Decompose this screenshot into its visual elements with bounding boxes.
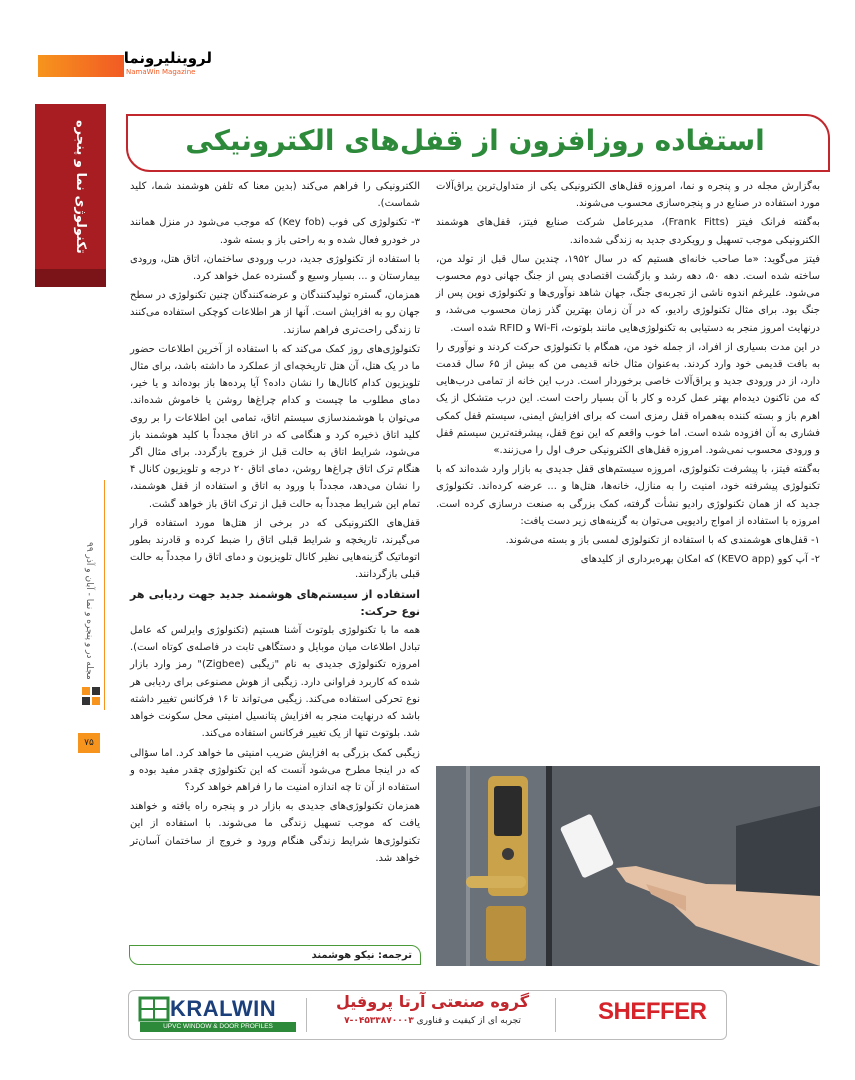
magazine-logo: [123, 49, 212, 83]
paragraph: در این مدت بسیاری از افراد، از جمله خود من، همگام با تکنولوژی حرکت کردند و نوآوری را به بافت قدیمی خود وارد کردند. به‌عنوان مثال خانه قدیمی من که بیش از ۶۵ سال قدمت دارد، از در ورودی جدید و یراق‌آلات خاصی برخوردار است. درب این خانه از تمامی درب‌هایی که من تاکنون دیده‌ام بهتر عمل کرده و کار با آن بسیار راحت است. این درب متشکل از یک اهرم باز و بسته کننده به‌همراه قفل رمزی است که برای افزایش ایمنی، سیستم قفل کمکی فشاری به آن افزوده شده است. اما خوب واقعم که این نوع قفل، پیشرفته‌ترین سیستم قفل و ورودی محسوب نمی‌شود. امروزه قفل‌های الکترونیکی حرف اول را می‌زنند.»: [436, 341, 820, 457]
paragraph: به‌گزارش مجله در و پنجره و نما، امروزه قفل‌های الکترونیکی یکی از متداول‌ترین یراق‌آلات مورد استفاده در صنایع در و پنجره‌سازی محسوب می‌شوند.: [436, 181, 820, 210]
paragraph: قفل‌های الکترونیکی که در برخی از هتل‌ها مورد استفاده قرار می‌گیرند، تاریخچه و شرایط قبلی اتاق را ضبط کرده و قادرند بطور اتوماتیک گزینه‌هایی نظیر کانال تلویزیون و دمای اتاق را مجدداً به حالت قبلی بازگردانند.: [130, 517, 420, 581]
magazine-icon: [80, 685, 102, 707]
section-title: تکنولوژی نما و پنجره: [73, 120, 88, 254]
paragraph: فیتز می‌گوید: «ما صاحب خانه‌ای هستیم که در سال ۱۹۵۲، چندین سال قبل از تولد من، ساخته شده است. دهه ۵۰، دهه رشد و بازگشت اقتصادی پس از جنگ جهانی دوم محسوب می‌شود. علیرغم اندوه ناشی از تجربه‌ی جنگ، جهان شاهد نوآوری‌ها و تکنولوژی نوین پس از جنگ بود. برای مثال تکنولوژی رادیو، که در آن زمان بهترین گذر زمان محسوب می‌شد، و درنهایت امروز منجر به دستیابی به تکنولوژی‌هایی مانند بلوتوث، Wi-Fi و RFID شده است.: [436, 253, 820, 334]
paragraph: همه ما با تکنولوژی بلوتوث آشنا هستیم (تکنولوژی وایرلس که عامل تبادل اطلاعات میان موبایل و دستگاهی ثابت در فاصله‌ی کوتاه است). امروزه تکنولوژی جدیدی به نام "زیگبی (Zigbee)" رمز وارد بازار شده که کاربرد فراوانی دارد. زیگبی از هوش مصنوعی برای ردیابی هر نوع تحرکی استفاده می‌کند. زیگبی می‌تواند تا ۱۶ فرکانس تغییر داشته باشد که درنهایت منجر به افزایش پتانسیل امنیتی محل سکونت خواهد شد. بلوتوث تنها از یک تغییر فرکانس استفاده می‌کند.: [130, 625, 420, 740]
paragraph: تکنولوژی‌های روز کمک می‌کند که با استفاده از آخرین اطلاعات حضور ما در یک هتل، آن هتل تاریخچه‌ای از عملکرد ما داشته باشد، برای مثال تلویزیون کدام کانال‌ها را نشان داده؟ آیا پرده‌ها باز بوده‌اند و یا خیر، دمای مطلوب ما چیست و کدام چراغ‌ها روشن یا خاموش شده‌اند. می‌توان با هوشمندسازی سیستم اتاق، تمامی این اطلاعات را بر روی کلید اتاق ذخیره کرد و هنگامی که در اتاق مجدداً با کلید هوشمند باز می‌شود، شرایط اتاق به حالت قبل از خروج بازگردد. برای مثال اگر هنگام ترک اتاق چراغ‌ها روشن، دمای اتاق ۲۰ درجه و تلویزیون کانال ۴ را نشان می‌دهد، مجدداً با ورود به اتاق و استفاده از قفل هوشمند، تمام این شرایط مجدداً به حالت قبل از ترک اتاق باز خواهد گشت.: [130, 343, 420, 510]
ad-phone: ۰۴۵۳۳۸۷۰۰۰۳-۷: [344, 1016, 414, 1026]
paragraph: الکترونیکی را فراهم می‌کند (بدین معنا که تلفن هوشمند شما، کلید شماست).: [130, 181, 420, 210]
sheffer-logo: SHEFFER: [598, 998, 707, 1025]
side-divider: [104, 480, 105, 710]
left-column: [130, 178, 420, 869]
ad-divider: [306, 998, 307, 1032]
paragraph: ۱- قفل‌های هوشمندی که با استفاده از تکنولوژی لمسی باز و بسته می‌شوند.: [505, 535, 820, 547]
magazine-issue: مجله در و پنجره و نما - آبان و آذر ۹۹: [84, 542, 94, 680]
ad-subline: [320, 1016, 545, 1026]
paragraph: همزمان، گستره تولیدکنندگان و عرضه‌کنندگان چنین تکنولوژی در سطح جهان رو به افزایش است. آنها از هر اطلاعات کوچکی استفاده می‌کنند تا زندگی راحت‌تری فراهم سازند.: [130, 290, 420, 336]
right-column: [436, 178, 820, 570]
paragraph: با استفاده از تکنولوژی جدید، درب ورودی ساختمان، اتاق هتل، ورودی بیمارستان و ... بسیار وسیع و گسترده عمل خواهد کرد.: [130, 253, 420, 283]
paragraph: به‌گفته فیتز، با پیشرفت تکنولوژی، امروزه سیستم‌های قفل جدیدی به بازار وارد شده‌اند که با تکنولوژی پیشرفته خود، امنیت را به منازل، خانه‌ها، هتل‌ها و ... عرضه کرده‌اند. تکنولوژی جدید که از همان تکنولوژی رادیو نشأت گرفته، کمک بزرگی به صنعت در‌سازی کرده است. امروزه با استفاده از امواج رادیویی می‌توان به گزینه‌های زیر دست یافت:: [436, 464, 820, 527]
paragraph: به‌گفته فرانک فیتز (Frank Fitts)، مدیرعامل شرکت صنایع فیتز، قفل‌های هوشمند الکترونیکی موجب تسهیل و رویکردی جدید به زندگی شده‌اند.: [436, 217, 820, 246]
smart-lock-photo: [436, 766, 820, 966]
ad-company-name: گروه صنعتی آرتا پروفیل: [335, 992, 529, 1011]
translator-credit: ترجمه: نیکو هوشمند: [129, 945, 421, 965]
kralwin-tagline: UPVC WINDOW & DOOR PROFILES: [140, 1022, 296, 1032]
ad-divider: [555, 998, 556, 1032]
logo-english: NamaWin Magazine: [126, 68, 196, 76]
paragraph: همزمان تکنولوژی‌های جدیدی به بازار در و پنجره راه یافته و خواهند یافت که موجب تسهیل زندگی ما می‌شوند. با استفاده از این تکنولوژی‌ها شرایط زندگی هنگام ورود و خروج از ساختمان آسان‌تر خواهد شد.: [130, 801, 420, 864]
ad-tagline: تجربه ای از کیفیت و فناوری: [416, 1016, 521, 1026]
paragraph: ۳- تکنولوژی کی فوب (Key fob) که موجب می‌شود در منزل همانند در خودرو فعال شده و به راحتی باز و بسته شود.: [130, 217, 420, 246]
paragraph: زیگبی کمک بزرگی به افزایش ضریب امنیتی ما خواهد کرد. اما سؤالی که در اینجا مطرح می‌شود آنست که این تکنولوژی چقدر مفید بوده و استفاده از آن تا چه اندازه امنیت ما را فراهم خواهد کرد؟: [130, 747, 420, 793]
page-number: ۷۵: [78, 733, 100, 753]
paragraph: ۲- آپ کوو (KEVO app) که امکان بهره‌برداری از کلیدهای: [580, 554, 820, 566]
subheading: استفاده از سیستم‌های هوشمند جدید جهت ردیابی هر نوع حرکت:: [130, 587, 420, 618]
logo-persian: لروینلیرونما: [123, 49, 212, 67]
section-tab-shadow: [35, 269, 106, 287]
kralwin-name: KRALWIN: [170, 996, 277, 1021]
header-accent-bar: [38, 55, 124, 77]
article-title: استفاده روزافزون از قفل‌های الکترونیکی: [185, 124, 765, 157]
